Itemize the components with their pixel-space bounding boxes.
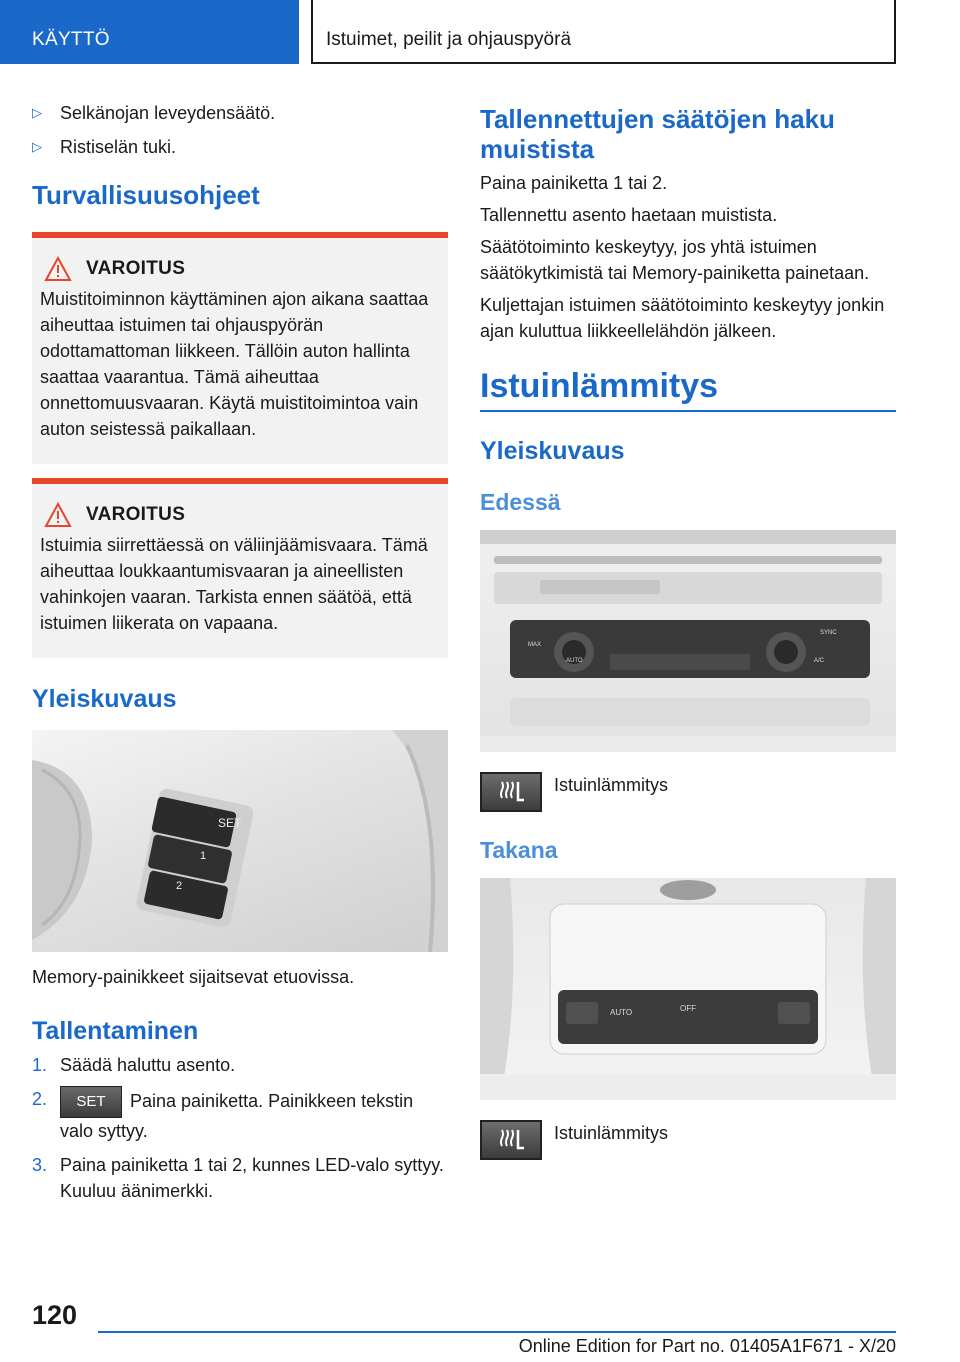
warning-triangle-icon bbox=[44, 502, 72, 528]
step-text: Paina painiketta. Painikkeen tekstin valo syttyy. bbox=[60, 1090, 414, 1141]
list-item-text: Selkänojan leveydensäätö. bbox=[60, 103, 276, 123]
chapter-tab bbox=[311, 0, 896, 64]
door-panel-illustration bbox=[32, 730, 448, 952]
seat-heating-button-icon bbox=[480, 1120, 542, 1160]
step-item bbox=[32, 1086, 448, 1144]
step-text: Paina painiketta 1 tai 2, kunnes LED-valo syttyy. Kuuluu äänimerkki. bbox=[60, 1155, 444, 1201]
paragraph: Kuljettajan istuimen säätötoiminto keskeytyy jonkin ajan kuluttua liikkeellelähdön jälkeen. bbox=[480, 295, 885, 341]
section-tab bbox=[0, 0, 299, 64]
heating-section-title bbox=[480, 366, 896, 412]
front-auto-label: AUTO bbox=[566, 658, 583, 664]
recall-heading: Tallennettujen säätöjen haku muistista bbox=[480, 104, 835, 164]
rear-icon-row bbox=[480, 1120, 896, 1160]
button-1-label: 1 bbox=[200, 850, 207, 862]
edition-text: Online Edition for Part no. 01405A1F671 - X/20 bbox=[518, 1336, 896, 1356]
overview-heading: Yleiskuvaus bbox=[32, 685, 177, 713]
warning-box bbox=[32, 478, 448, 658]
save-heading: Tallentaminen bbox=[32, 1017, 199, 1045]
rear-icon-label: Istuinlämmitys bbox=[554, 1123, 669, 1143]
safety-heading: Turvallisuusohjeet bbox=[32, 180, 260, 210]
right-column bbox=[480, 100, 896, 1160]
set-button-icon: SET bbox=[60, 1086, 122, 1118]
rear-off-label: OFF bbox=[680, 1004, 696, 1013]
step-item bbox=[32, 1152, 448, 1204]
button-2-label: 2 bbox=[176, 880, 183, 892]
front-icon-label: Istuinlämmitys bbox=[554, 775, 669, 795]
door-memory-buttons-photo bbox=[32, 730, 448, 952]
chapter-title: Istuimet, peilit ja ohjauspyörä bbox=[326, 29, 572, 50]
step-number: 1. bbox=[32, 1055, 48, 1075]
footer-divider bbox=[98, 1331, 896, 1333]
front-max-label: MAX bbox=[528, 642, 542, 648]
warning-title: VAROITUS bbox=[86, 258, 186, 279]
step-number: 2. bbox=[32, 1089, 48, 1109]
step-text: Säädä haluttu asento. bbox=[60, 1055, 236, 1075]
heating-heading: Istuinlämmitys bbox=[480, 367, 719, 405]
warning-triangle-icon bbox=[44, 256, 72, 282]
warning-title: VAROITUS bbox=[86, 504, 186, 525]
paragraph: Säätötoiminto keskeytyy, jos yhtä istuimen säätökytkimistä tai Memory-painiketta painetaan. bbox=[480, 237, 870, 283]
left-column bbox=[32, 100, 448, 1212]
seat-heating-button-icon bbox=[480, 772, 542, 812]
front-sync-label: SYNC bbox=[820, 630, 837, 636]
list-item bbox=[32, 134, 448, 160]
overview-heading: Yleiskuvaus bbox=[480, 437, 625, 465]
rear-climate-panel-photo bbox=[480, 878, 896, 1100]
rear-panel-illustration bbox=[480, 878, 896, 1100]
rear-heading: Takana bbox=[480, 837, 558, 863]
page-number: 120 bbox=[32, 1300, 78, 1330]
triangle-bullet-icon: ▷ bbox=[32, 139, 42, 154]
rear-auto-label: AUTO bbox=[610, 1008, 633, 1017]
front-icon-row bbox=[480, 772, 896, 812]
front-panel-illustration bbox=[480, 530, 896, 752]
front-heading: Edessä bbox=[480, 489, 561, 515]
step-number: 3. bbox=[32, 1155, 48, 1175]
list-item bbox=[32, 100, 448, 126]
list-item-text: Ristiselän tuki. bbox=[60, 137, 177, 157]
paragraph: Paina painiketta 1 tai 2. bbox=[480, 173, 668, 193]
triangle-bullet-icon: ▷ bbox=[32, 105, 42, 120]
front-climate-panel-photo bbox=[480, 530, 896, 752]
paragraph: Tallennettu asento haetaan muistista. bbox=[480, 205, 778, 225]
warning-box bbox=[32, 232, 448, 464]
set-label: SET bbox=[218, 816, 242, 830]
warning-text: Muistitoiminnon käyttäminen ajon aikana saattaa aiheuttaa istuimen tai ohjauspyörän odottamattoman liikkeen. Tällöin auton hallinta saattaa vaarantua. Tämä aiheuttaa onnettomuusvaaran. Käytä muistitoimintoa vain auton seistessä paikallaan. bbox=[40, 289, 429, 439]
warning-text: Istuimia siirrettäessä on väliinjäämisvaara. Tämä aiheuttaa loukkaantumisvaaran ja aineellisten vahinkojen vaaran. Tarkista ennen säätöä, että istuimen liikerata on vapaana. bbox=[40, 535, 428, 633]
section-title: KÄYTTÖ bbox=[32, 29, 110, 50]
step-item bbox=[32, 1052, 448, 1078]
front-ac-label: A/C bbox=[814, 658, 825, 664]
photo-caption: Memory-painikkeet sijaitsevat etuovissa. bbox=[32, 967, 355, 987]
